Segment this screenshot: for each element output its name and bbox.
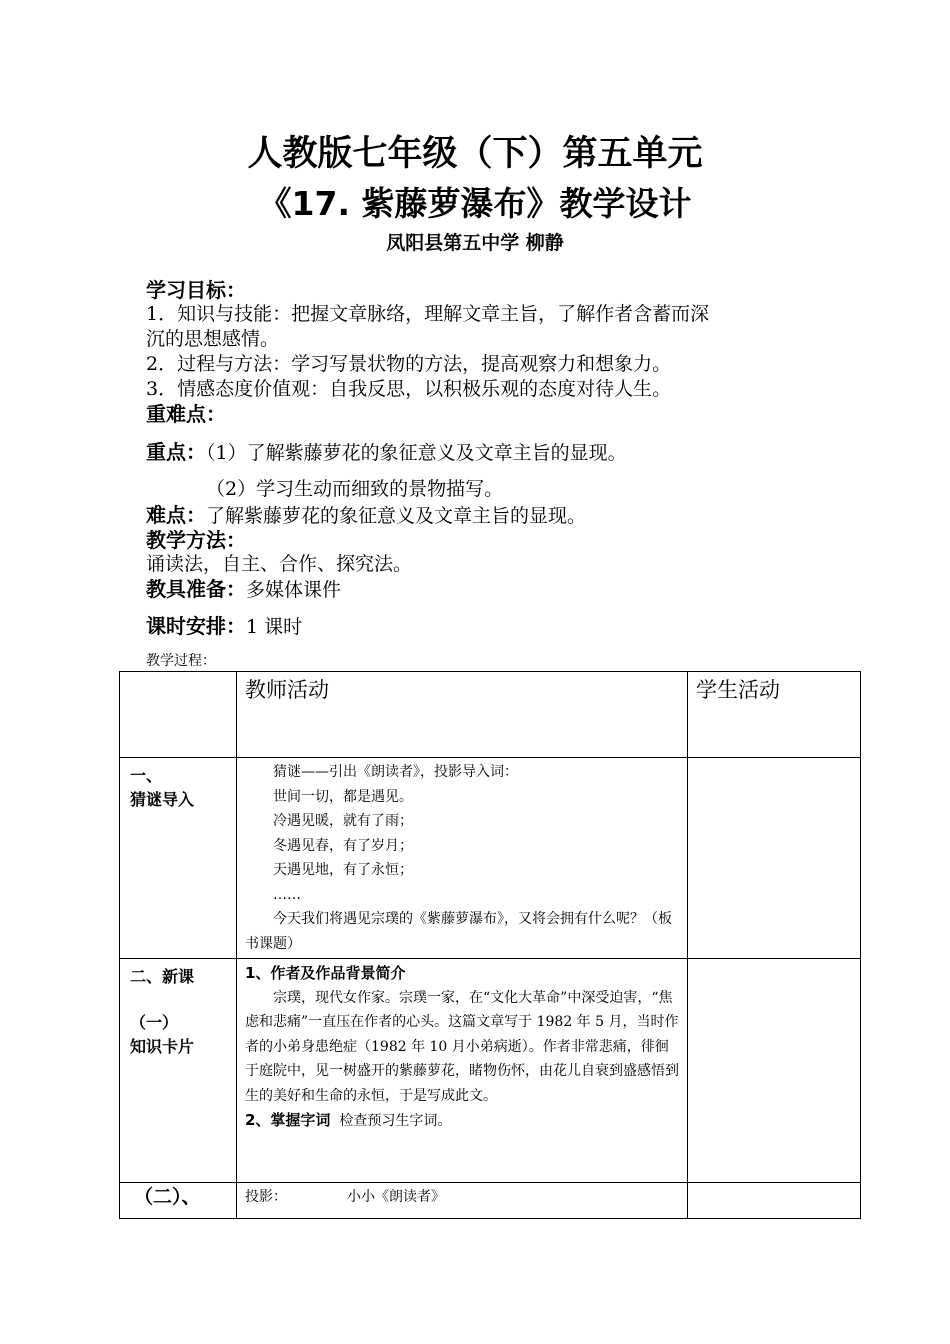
focus-label: 重点： (146, 440, 206, 464)
teacher-cell-second (237, 1183, 688, 1219)
header-teacher-activity: 教师活动 (237, 672, 688, 758)
stage-subtitle: 知识卡片 (130, 1037, 195, 1056)
vocab-text: 检查预习生字词。 (339, 1113, 452, 1129)
section-title: 2、掌握字词 (245, 1111, 331, 1129)
schedule-text: 1 课时 (246, 616, 303, 638)
table-row (120, 1183, 861, 1219)
student-cell-new-lesson (688, 959, 861, 1183)
section-title: 1、作者及作品背景简介 (245, 964, 406, 982)
methods-text: 诵读法，自主、合作、探究法。 (146, 553, 413, 575)
objective-2: 2．过程与方法：学习写景状物的方法，提高观察力和想象力。 (146, 353, 672, 375)
tools-text: 多媒体课件 (246, 579, 342, 601)
intro-line: 世间一切，都是遇见。 (273, 788, 413, 805)
header-empty-cell (120, 672, 237, 758)
stage-cell-new-lesson (120, 959, 237, 1183)
intro-line: 天遇见地，有了永恒； (273, 862, 413, 878)
stage-cell-intro (120, 758, 237, 959)
process-label: 教学过程： (146, 653, 216, 669)
objective-1b: 沉的思想感情。 (146, 328, 280, 350)
tools-label: 教具准备： (146, 577, 246, 601)
header-student-activity: 学生活动 (688, 672, 861, 758)
objectives-heading: 学习目标： (146, 278, 246, 302)
projection-label: 投影： (245, 1189, 287, 1205)
tools-line (146, 573, 826, 602)
intro-line: 冷遇见暖，就有了雨； (273, 813, 413, 829)
focus-line-1 (146, 436, 826, 465)
table-row (120, 758, 861, 959)
objective-3: 3．情感态度价值观：自我反思，以积极乐观的态度对待人生。 (146, 378, 672, 400)
difficulty-label: 难点： (146, 503, 206, 527)
focus-1: （1）了解紫藤萝花的象征意义及文章主旨的显现。 (206, 442, 627, 464)
teaching-process-table (119, 671, 861, 1219)
stage-title: 猜谜导入 (130, 790, 195, 809)
schedule-line (146, 610, 826, 639)
focus-2: （2）学习生动而细致的景物描写。 (206, 478, 504, 500)
stage-cell-second: （二）、 (120, 1183, 237, 1219)
document-title-line2: 《17. 紫藤萝瀑布》教学设计 (258, 184, 692, 223)
intro-line: 冬遇见春，有了岁月； (273, 837, 413, 854)
difficulty-text: 了解紫藤萝花的象征意义及文章主旨的显现。 (206, 505, 587, 527)
document-title-line1: 人教版七年级（下）第五单元 (247, 134, 703, 174)
projection-text: 小小《朗读者》 (347, 1189, 445, 1205)
intro-closing: 今天我们将遇见宗璞的《紫藤萝瀑布》，又将会拥有什么呢？（板书课题） (245, 911, 672, 952)
key-points-heading: 重难点： (146, 402, 226, 426)
intro-line: …… (273, 886, 301, 903)
table-header-row (120, 672, 861, 758)
objective-1a: 1．知识与技能：把握文章脉络，理解文章主旨，了解作者含蓄而深 (146, 303, 710, 325)
stage-title: 二、新课 (130, 967, 195, 986)
intro-line: 猜谜——引出《朗读者》，投影导入词： (273, 764, 518, 780)
vocab-line (245, 1108, 679, 1134)
student-cell-second (688, 1183, 861, 1219)
author-line: 凤阳县第五中学 柳静 (386, 232, 564, 254)
teacher-cell-intro (237, 758, 688, 959)
stage-number: 一、 (130, 766, 163, 785)
table-row (120, 959, 861, 1183)
author-background-text: 宗璞，现代女作家。宗璞一家，在“文化大革命”中深受迫害，“焦虑和悲痛”一直压在作者的心头。这篇文章写于 1982 年 5 月，当时作者的小弟身患绝症（1982 年 10 月小弟病逝）。作者非常悲痛，徘徊于庭院中，见一树盛开的紫藤萝花，睹物伤怀，由花儿自衰到盛感悟到生的美好和生命的永恒，于是写成此文。 (245, 989, 679, 1104)
teacher-cell-new-lesson (237, 959, 688, 1183)
methods-heading: 教学方法： (146, 528, 246, 552)
student-cell-intro (688, 758, 861, 959)
stage-subnumber: （一） (130, 1013, 179, 1032)
schedule-label: 课时安排： (146, 614, 246, 638)
